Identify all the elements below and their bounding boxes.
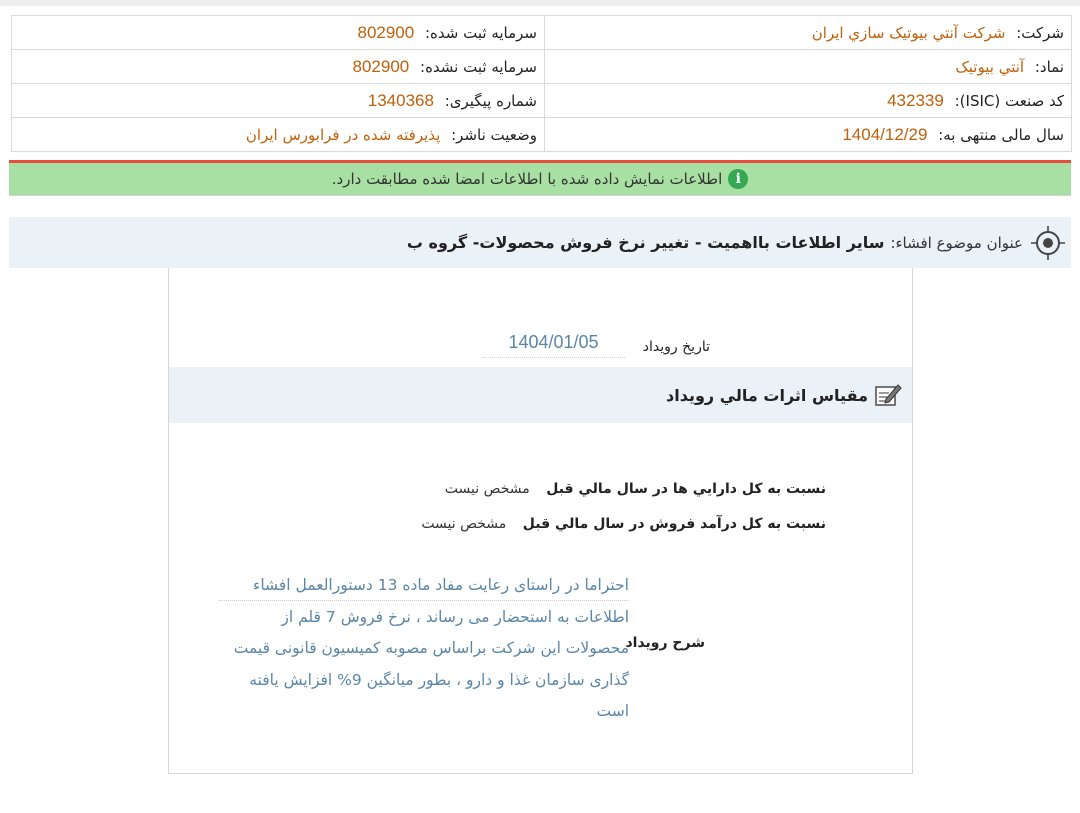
unregistered-capital-value: 802900	[352, 56, 410, 76]
company-label: شرکت:	[1016, 23, 1064, 42]
info-row-4	[12, 118, 1072, 152]
unregistered-capital-label: سرمایه ثبت نشده:	[420, 57, 537, 76]
top-divider	[0, 0, 1080, 6]
publisher-status-value: پذیرفته شده در فرابورس ایران	[245, 125, 441, 144]
tracking-number-label: شماره پیگیری:	[444, 91, 537, 110]
registered-capital-label: سرمایه ثبت شده:	[425, 23, 537, 42]
company-value[interactable]: شرکت آنتي بيوتيک سازي ايران	[811, 23, 1006, 42]
event-description-text: احتراما در راستای رعایت مفاد ماده 13 دستورالعمل افشاء اطلاعات به استحضار می رساند ، نرخ فروش 7 قلم از محصولات این شرکت براساس مصوبه کمیسیون قانونی قیمت گذاری سازمان غذا و دارو ، بطور میانگین 9% افزایش یافته است	[233, 576, 629, 720]
revenue-ratio-label: نسبت به کل درآمد فروش در سال مالي قبل	[522, 516, 826, 532]
fiscal-year-value: 1404/12/29	[842, 124, 928, 144]
company-cell	[545, 16, 1072, 50]
verification-text: اطلاعات نمایش داده شده با اطلاعات امضا شده مطابقت دارد.	[331, 170, 723, 188]
info-row-2	[12, 50, 1072, 84]
financial-impact-header	[169, 367, 912, 423]
assets-ratio-label: نسبت به کل دارايي ها در سال مالي قبل	[546, 481, 826, 497]
subject-label: عنوان موضوع افشاء:	[890, 233, 1023, 252]
registered-capital-value: 802900	[357, 22, 415, 42]
event-date-label: تاريخ رويداد	[642, 339, 710, 355]
event-details-panel	[168, 268, 913, 774]
tracking-number-value: 1340368	[367, 90, 434, 110]
subject-header	[9, 217, 1071, 268]
target-icon	[1031, 226, 1065, 260]
fiscal-year-cell	[545, 118, 1072, 152]
isic-cell	[545, 84, 1072, 118]
symbol-label: نماد:	[1034, 57, 1064, 76]
symbol-value[interactable]: آنتي بيوتيک	[955, 57, 1025, 76]
unregistered-capital-cell	[12, 50, 545, 84]
event-date-value: 1404/01/05	[482, 332, 625, 358]
revenue-ratio-row	[421, 516, 826, 532]
event-description-label: شرح رويداد	[625, 635, 705, 651]
subject-title: ساير اطلاعات بااهميت - تغيير نرخ فروش محصولات- گروه ب	[406, 233, 885, 252]
assets-ratio-row	[445, 481, 826, 497]
edit-note-icon	[874, 382, 902, 408]
assets-ratio-value: مشخص نيست	[444, 481, 530, 497]
verification-banner	[9, 163, 1071, 196]
company-info-table	[11, 15, 1072, 152]
registered-capital-cell	[12, 16, 545, 50]
financial-impact-title: مقياس اثرات مالي رويداد	[666, 385, 868, 405]
revenue-ratio-value: مشخص نيست	[421, 516, 507, 532]
fiscal-year-label: سال مالی منتهی به:	[938, 125, 1064, 144]
isic-value: 432339	[887, 90, 944, 110]
info-row-3	[12, 84, 1072, 118]
publisher-status-cell	[12, 118, 545, 152]
symbol-cell	[545, 50, 1072, 84]
info-icon: i	[728, 169, 748, 189]
publisher-status-label: وضعیت ناشر:	[451, 125, 537, 144]
tracking-number-cell	[12, 84, 545, 118]
isic-label: کد صنعت (ISIC):	[954, 91, 1064, 110]
info-row-1	[12, 16, 1072, 50]
